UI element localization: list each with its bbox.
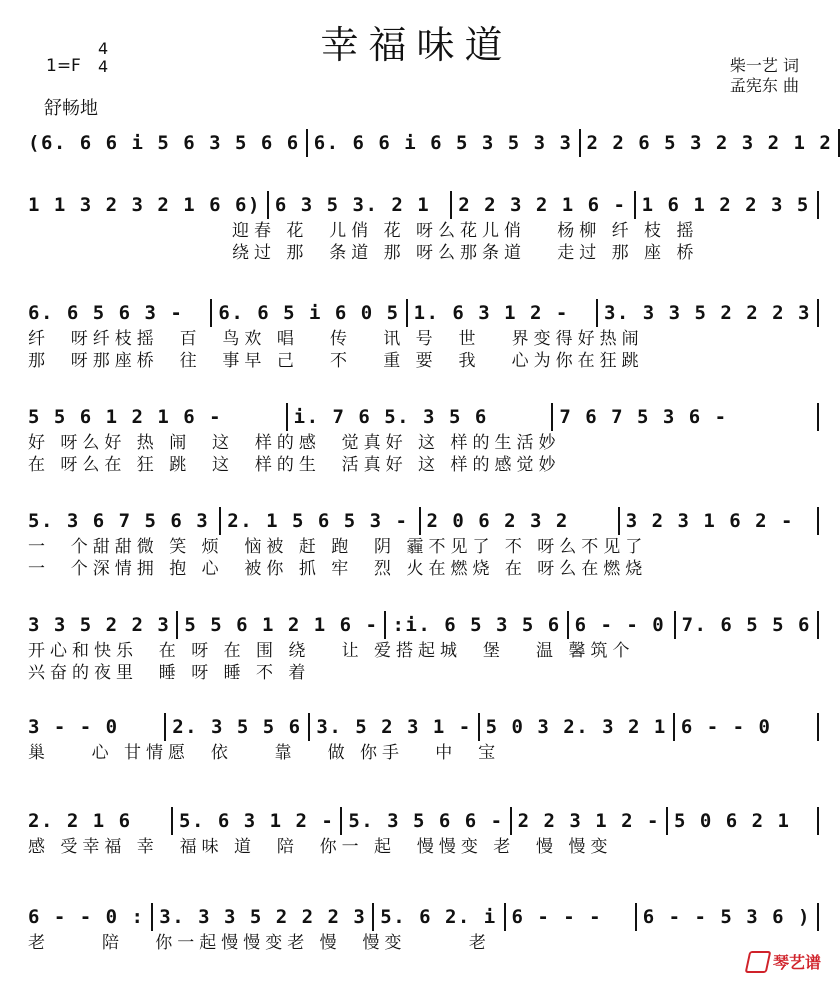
lyric-line: 绕过 那 条道 那 呀么那条道 走过 那 座 桥 — [232, 243, 699, 263]
notation-line — [22, 712, 819, 742]
barline — [817, 807, 819, 835]
measure: 6 3 5 3. 2 1 — [274, 194, 431, 216]
score-system — [22, 902, 819, 954]
measure: 5. 3 6 7 5 6 3 — [28, 510, 210, 532]
measure: (6. 6 6 i 5 6 3 5 6 6 — [28, 132, 300, 154]
score-system — [22, 128, 833, 158]
lyric-line: 那 呀那座桥 往 事早 己 不 重 要 我 心为你在狂跳 — [28, 351, 644, 371]
lyric-line: 兴奋的夜里 睡 呀 睡 不 着 — [28, 663, 311, 683]
barline — [817, 611, 819, 639]
lyric-line: 纤 呀纤枝摇 百 鸟欢 唱 传 讯 号 世 界变得好热闹 — [28, 329, 644, 349]
key-label: 1=F — [46, 56, 81, 76]
score-system — [22, 402, 819, 476]
notation-line — [22, 402, 819, 432]
measure: 2 0 6 2 3 2 — [426, 510, 569, 532]
measure: 2 2 6 5 3 2 3 2 1 2 — [586, 132, 833, 154]
tempo-marking: 舒畅地 — [44, 98, 98, 119]
time-signature — [98, 40, 108, 76]
notation-line — [22, 298, 819, 328]
measure: :i. 6 5 3 5 6 — [392, 614, 561, 636]
measure: 6 - - 0 : — [28, 906, 145, 928]
composer: 孟宪东 曲 — [729, 76, 799, 95]
notation-line — [22, 610, 819, 640]
measure: 6. 6 6 i 6 5 3 5 3 3 — [313, 132, 573, 154]
measure: 3 2 3 1 6 2 - — [625, 510, 794, 532]
lyric-line: 老 陪 你一起慢慢变老 慢 慢变 老 — [28, 933, 491, 953]
barline — [817, 403, 819, 431]
measure: i. 7 6 5. 3 5 6 — [293, 406, 488, 428]
measure: 3. 3 3 5 2 2 2 3 — [603, 302, 811, 324]
notation-line — [22, 506, 819, 536]
barline — [817, 507, 819, 535]
lyric-line: 开心和快乐 在 呀 在 围 绕 让 爱搭起城 堡 温 馨筑个 — [28, 641, 635, 661]
barline — [817, 903, 819, 931]
measure: 3 - - 0 — [28, 716, 119, 738]
lyric-line: 迎春 花 儿俏 花 呀么花儿俏 杨柳 纤 枝 摇 — [232, 221, 699, 241]
measure: 6. 6 5 i 6 0 5 — [218, 302, 400, 324]
measure: 6 - - 0 — [680, 716, 772, 738]
measure: 6 - - - — [511, 906, 603, 928]
measure: 5 0 3 2. 3 2 1 — [485, 716, 667, 738]
measure: 1 6 1 2 2 3 5 — [641, 194, 810, 216]
measure: 6 - - 0 — [574, 614, 666, 636]
watermark-text: 琴艺谱 — [772, 953, 821, 972]
logo-icon — [745, 951, 772, 973]
measure: 6 - - 5 3 6 ) — [642, 906, 811, 928]
score-system — [22, 806, 819, 858]
score-system — [22, 190, 819, 264]
score-system — [22, 506, 819, 580]
measure: 1 1 3 2 3 2 1 6 6) — [28, 194, 261, 216]
lyric-line: 巢 心 甘情愿 依 靠 做 你手 中 宝 — [28, 743, 501, 763]
notation-line — [22, 902, 819, 932]
barline — [817, 299, 819, 327]
notation-line — [22, 806, 819, 836]
measure: 5 5 6 1 2 1 6 - — [28, 406, 223, 428]
measure: 1. 6 3 1 2 - — [413, 302, 569, 324]
watermark-logo — [747, 950, 821, 973]
score-system — [22, 298, 819, 372]
measure: 3. 5 2 3 1 - — [316, 716, 472, 738]
measure: 6. 6 5 6 3 - — [28, 302, 184, 324]
measure: 5. 6 2. i — [380, 906, 497, 928]
page-title: 幸福味道 — [320, 23, 513, 67]
lyric-line: 一 个深情拥 抱 心 被你 抓 牢 烈 火在燃烧 在 呀么在燃烧 — [28, 559, 648, 579]
notation-line — [22, 190, 819, 220]
measure: 2 2 3 2 1 6 - — [458, 194, 627, 216]
measure: 2 2 3 1 2 - — [517, 810, 660, 832]
lyric-line: 一 个甜甜微 笑 烦 恼被 赶 跑 阴 霾不见了 不 呀么不见了 — [28, 537, 648, 557]
barline — [817, 713, 819, 741]
lyric-line: 在 呀么在 狂 跳 这 样的生 活真好 这 样的感觉妙 — [28, 455, 561, 475]
measure: 5. 3 5 6 6 - — [348, 810, 504, 832]
score-system — [22, 610, 819, 684]
measure: 3 3 5 2 2 3 — [28, 614, 171, 636]
credits — [730, 56, 799, 96]
measure: 2. 1 5 6 5 3 - — [227, 510, 409, 532]
meter-bottom: 4 — [98, 57, 109, 76]
lyricist: 柴一艺 词 — [729, 56, 799, 75]
measure: 7. 6 5 5 6 — [681, 614, 811, 636]
measure: 7 6 7 5 3 6 - — [559, 406, 728, 428]
meter-top: 4 — [98, 39, 109, 58]
measure: 5. 6 3 1 2 - — [179, 810, 335, 832]
measure: 2. 2 1 6 — [28, 810, 132, 832]
measure: 3. 3 3 5 2 2 2 3 — [159, 906, 367, 928]
barline — [817, 191, 819, 219]
measure: 5 0 6 2 1 — [673, 810, 791, 832]
measure: 5 5 6 1 2 1 6 - — [184, 614, 379, 636]
lyric-line: 好 呀么好 热 闹 这 样的感 觉真好 这 样的生活妙 — [28, 433, 561, 453]
measure: 2. 3 5 5 6 — [172, 716, 302, 738]
lyric-line: 感 受幸福 幸 福味 道 陪 你一 起 慢慢变 老 慢 慢变 — [28, 837, 613, 857]
score-system — [22, 712, 819, 764]
notation-line — [22, 128, 833, 158]
